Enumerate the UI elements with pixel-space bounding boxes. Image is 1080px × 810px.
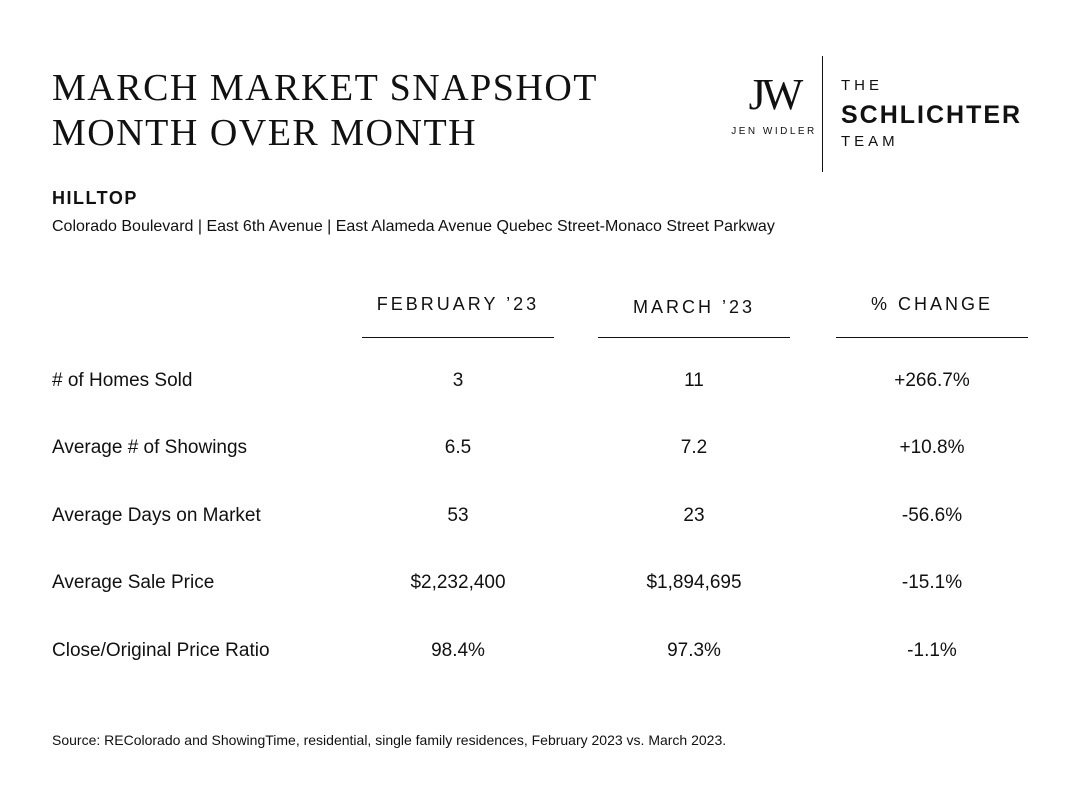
title-line-2: MONTH OVER MONTH bbox=[52, 112, 478, 154]
table-row bbox=[52, 370, 1052, 400]
source-note: Source: REColorado and ShowingTime, residential, single family residences, February 2023 vs. March 2023. bbox=[52, 732, 727, 748]
row-label: Average # of Showings bbox=[52, 437, 248, 458]
column-underline bbox=[598, 337, 790, 338]
table-row bbox=[52, 437, 1052, 467]
table-row bbox=[52, 505, 1052, 535]
jw-logo-name: JEN WIDLER bbox=[731, 126, 817, 137]
column-underline bbox=[836, 337, 1028, 338]
area-streets: Colorado Boulevard | East 6th Avenue | East Alameda Avenue Quebec Street-Monaco Street Parkway bbox=[52, 218, 775, 235]
change-value: -1.1% bbox=[907, 640, 957, 661]
title-line-1: MARCH MARKET SNAPSHOT bbox=[52, 67, 599, 109]
logo-divider bbox=[822, 56, 823, 172]
brand-team: TEAM bbox=[841, 133, 899, 150]
area-name: HILLTOP bbox=[52, 188, 138, 208]
row-label: # of Homes Sold bbox=[52, 370, 193, 391]
february-value: 6.5 bbox=[444, 437, 472, 458]
change-value: -56.6% bbox=[901, 505, 963, 526]
column-header-february: FEBRUARY ’23 bbox=[376, 294, 540, 314]
march-value: 7.2 bbox=[680, 437, 708, 458]
brand-the: THE bbox=[841, 77, 883, 94]
jw-monogram: JW bbox=[748, 70, 800, 119]
column-header-march: MARCH ’23 bbox=[632, 297, 756, 317]
february-value: 3 bbox=[452, 370, 464, 391]
row-label: Average Days on Market bbox=[52, 505, 261, 526]
team-brand bbox=[841, 77, 1022, 151]
table-row bbox=[52, 640, 1052, 670]
column-underline bbox=[362, 337, 554, 338]
jw-logo bbox=[730, 70, 818, 137]
march-value: 97.3% bbox=[667, 640, 721, 661]
february-value: $2,232,400 bbox=[410, 572, 506, 593]
table-row bbox=[52, 572, 1052, 602]
change-value: +266.7% bbox=[894, 370, 970, 391]
brand-name: SCHLICHTER bbox=[841, 101, 1023, 129]
column-header-change: % CHANGE bbox=[870, 294, 993, 314]
march-value: 23 bbox=[683, 505, 705, 526]
row-label: Average Sale Price bbox=[52, 572, 215, 593]
change-value: -15.1% bbox=[901, 572, 963, 593]
row-label: Close/Original Price Ratio bbox=[52, 640, 270, 661]
change-value: +10.8% bbox=[899, 437, 965, 458]
february-value: 53 bbox=[447, 505, 469, 526]
february-value: 98.4% bbox=[431, 640, 485, 661]
march-value: 11 bbox=[684, 370, 704, 391]
march-value: $1,894,695 bbox=[646, 572, 742, 593]
page-title bbox=[52, 66, 598, 156]
